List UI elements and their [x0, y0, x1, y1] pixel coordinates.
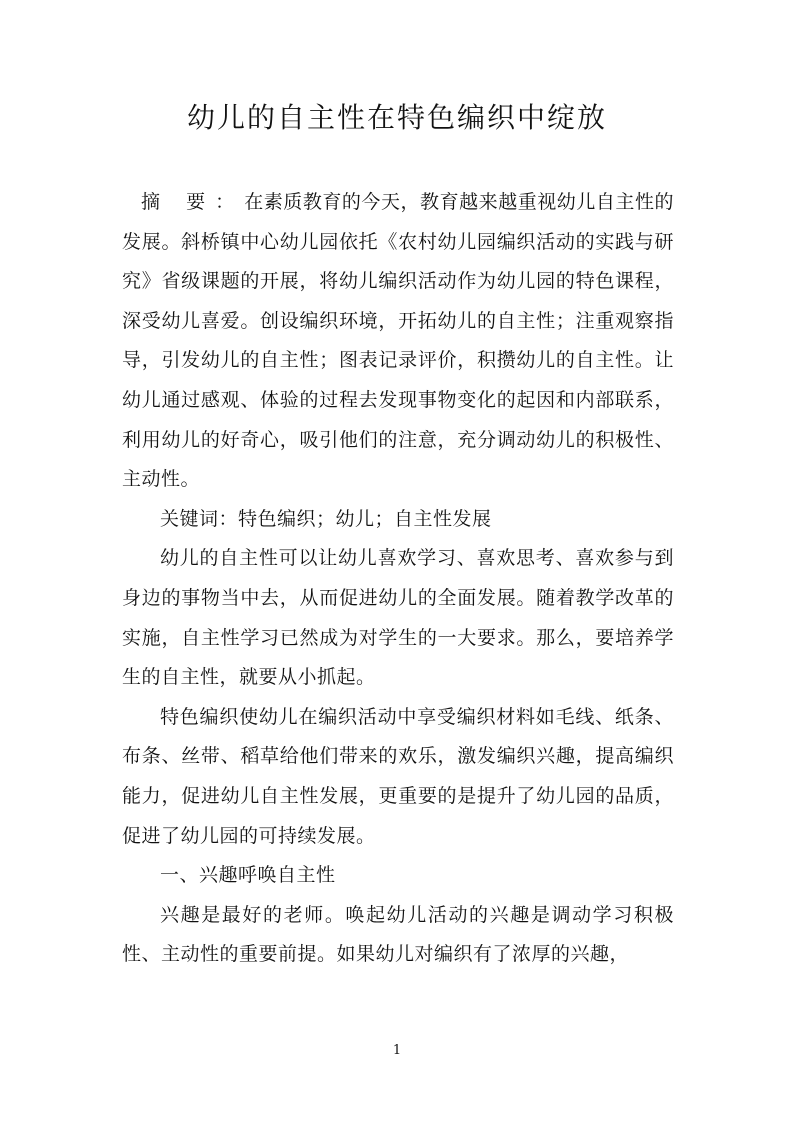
abstract-text: 在素质教育的今天，教育越来越重视幼儿自主性的发展。斜桥镇中心幼儿园依托《农村幼儿园编织活动的实践与研究》省级课题的开展，将幼儿编织活动作为幼儿园的特色课程，深受幼儿喜爱。创设编织环境，开拓幼儿的自主性；注重观察指导，引发幼儿的自主性；图表记录评价，积攒幼儿的自主性。让幼儿通过感观、体验的过程去发现事物变化的起因和内部联系，利用幼儿的好奇心，吸引他们的注意，充分调动幼儿的积极性、主动性。: [122, 191, 674, 491]
section-heading: 一、兴趣呼唤自主性: [160, 864, 336, 887]
document-title: 幼儿的自主性在特色编织中绽放: [186, 101, 607, 134]
keywords-paragraph: 关键词：特色编织；幼儿；自主性发展: [160, 507, 492, 530]
abstract-label: 摘 要：: [141, 191, 245, 213]
abstract-paragraph: [122, 183, 674, 500]
page-number: 1: [392, 1043, 402, 1058]
body-paragraph: 幼儿的自主性可以让幼儿喜欢学习、喜欢思考、喜欢参与到身边的事物当中去，从而促进幼儿的全面发展。随着教学改革的实施，自主性学习已然成为对学生的一大要求。那么，要培养学生的自主性，就要从小抓起。: [122, 547, 674, 689]
document-body: [122, 183, 674, 975]
body-paragraph: 特色编织使幼儿在编织活动中享受编织材料如毛线、纸条、布条、丝带、稻草给他们带来的欢乐，激发编织兴趣，提高编织能力，促进幼儿自主性发展，更重要的是提升了幼儿园的品质，促进了幼儿园的可持续发展。: [122, 705, 674, 847]
body-paragraph: 兴趣是最好的老师。唤起幼儿活动的兴趣是调动学习积极性、主动性的重要前提。如果幼儿对编织有了浓厚的兴趣，: [122, 903, 674, 966]
